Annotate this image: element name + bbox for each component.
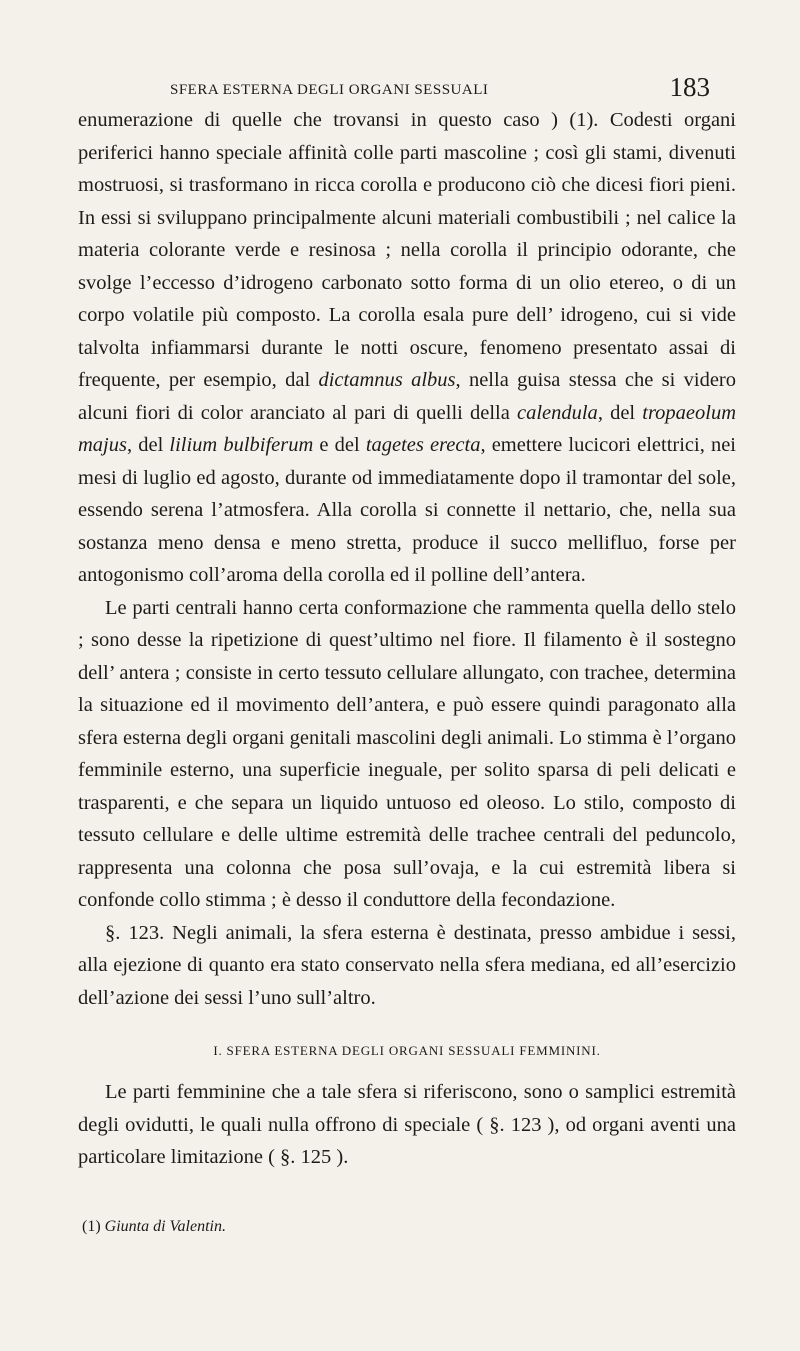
running-title: SFERA ESTERNA DEGLI ORGANI SESSUALI <box>170 82 489 98</box>
footnote-text: Giunta di Valentin. <box>104 1217 226 1235</box>
paragraph-2: Le parti centrali hanno certa conformazione che rammenta quella dello stelo ; sono desse la ripetizione di quest’ultimo nel fiore. Il filamento è il sostegno dell’ antera ; consiste in certo tessuto cellulare allungato, con trachee, determina la situazione ed il movimento dell’antera, e può essere quindi paragonato alla sfera esterna degli organi genitali mascolini degli animali. Lo stimma è l’organo femminile esterno, una superficie ineguale, per solito sparsa di peli delicati e trasparenti, e che separa un liquido untuoso ed oleoso. Lo stilo, composto di tessuto cellulare e delle ultime estremità delle trachee centrali del peduncolo, rappresenta una colonna che posa sull’ovaja, e la cui estremità libera si confonde collo stimma ; è desso il conduttore della fecondazione. <box>78 596 736 911</box>
species-name: dictamnus albus <box>318 369 456 391</box>
section-heading: I. SFERA ESTERNA DEGLI ORGANI SESSUALI FEMMININI. <box>213 1043 601 1058</box>
paragraph-3: §. 123. Negli animali, la sfera esterna è destinata, presso ambidue i sessi, alla ejezione di quanto era stato conservato nella sfera mediana, ed all’esercizio dell’azione dei sessi l’uno sull’altro. <box>78 921 736 1009</box>
species-name: lilium bulbiferum <box>169 434 314 456</box>
species-name: tagetes erecta <box>365 434 481 456</box>
page-number: 183 <box>669 72 710 102</box>
paragraph-4: Le parti femminine che a tale sfera si riferiscono, sono o samplici estremità degli ovidutti, le quali nulla offrono di speciale ( §. 123 ), od organi aventi una particolare limitazione ( §. 125 ). <box>78 1081 736 1168</box>
species-name: calendula <box>516 401 598 424</box>
footnote-marker: (1) <box>82 1217 105 1235</box>
footnote <box>78 1216 736 1238</box>
species-name: tropaeolum majus <box>78 401 737 456</box>
paragraph-1: enumerazione di quelle che trovansi in questo caso ) (1). Codesti organi periferici hanno speciale affinità colle parti mascoline ; così gli stami, divenuti mostruosi, si trasformano in ricca corolla e producono ciò che dicesi fiori pieni. In essi si sviluppano principalmente alcuni materiali combustibili ; nel calice la materia colorante verde e resinosa ; nella corolla il principio odorante, che svolge l’eccesso d’idrogeno carbonato sotto forma di un olio etereo, o di un corpo volatile più composto. La corolla esala pure dell’ idrogeno, cui si vide talvolta infiammarsi durante le notti oscure, fenomeno presentato assai di frequente, per esempio, dal dictamnus albus, nella guisa stessa che si videro alcuni fiori di color aranciato al pari di quelli della calendula, del tropaeolum majus, del lilium bulbiferum e del tagetes erecta, emettere lucicori elettrici, nei mesi di luglio ed agosto, durante od immediatamente dopo il tramontar del sole, essendo serena l’atmosfera. Alla corolla si connette il nettario, che, nella sua sostanza meno densa e meno stretta, produce il succo mellifluo, forse per antogonismo coll’aroma della corolla ed il polline dell’antera. <box>78 109 737 586</box>
page-body <box>78 104 736 1238</box>
